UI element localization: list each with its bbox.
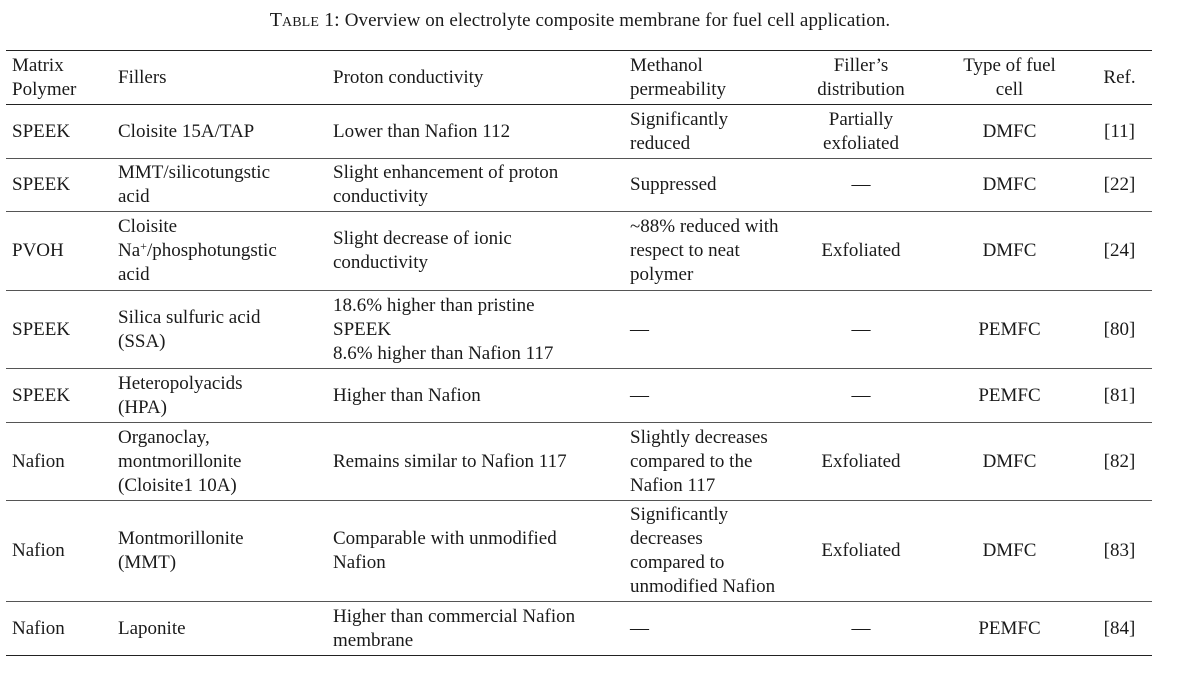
cell-conductivity: [327, 369, 624, 423]
cell-line: conductivity: [333, 186, 428, 207]
header-fillers: Fillers: [112, 51, 327, 105]
header-text: cell: [995, 78, 1024, 100]
cell-line: polymer: [630, 264, 694, 285]
header-fillers-distribution: [790, 51, 932, 105]
cell-text: Na: [118, 240, 141, 261]
cell-line: Significantly: [630, 108, 729, 130]
cell-line: compared to: [630, 552, 725, 573]
cell-matrix: Nafion: [6, 501, 112, 602]
cell-line: Laponite: [118, 617, 186, 639]
cell-conductivity: [327, 501, 624, 602]
cell-text: /phosphotungstic: [146, 240, 277, 261]
cell-methanol: [624, 423, 790, 501]
cell-fillers: [112, 105, 327, 159]
header-row: [6, 51, 1152, 105]
cell-ref: [81]: [1087, 369, 1152, 423]
cell-line: ~88% reduced with: [630, 216, 779, 237]
cell-line: —: [630, 318, 649, 340]
cell-line: reduced: [630, 132, 691, 154]
cell-line: Exfoliated: [821, 240, 901, 261]
cell-line: Heteropolyacids: [118, 372, 243, 394]
cell-line: compared to the: [630, 450, 753, 472]
cell-line: acid: [118, 264, 150, 285]
cell-conductivity: [327, 105, 624, 159]
cell-line: respect to neat: [630, 240, 740, 261]
cell-conductivity: [327, 212, 624, 291]
cell-line: 18.6% higher than pristine: [333, 294, 535, 316]
cell-conductivity: [327, 602, 624, 656]
cell-line: 8.6% higher than Nafion 117: [333, 342, 554, 364]
cell-line: Cloisite 15A/TAP: [118, 120, 255, 142]
cell-line: [118, 239, 321, 263]
cell-fuel-cell: DMFC: [932, 423, 1087, 501]
cell-fillers: [112, 291, 327, 369]
cell-matrix: Nafion: [6, 602, 112, 656]
cell-distribution: [790, 291, 932, 369]
cell-distribution: [790, 423, 932, 501]
cell-matrix: SPEEK: [6, 369, 112, 423]
cell-line: (SSA): [118, 330, 166, 352]
cell-matrix: SPEEK: [6, 159, 112, 212]
table-row: [6, 501, 1152, 602]
cell-line: Montmorillonite: [118, 528, 244, 549]
cell-line: Cloisite: [118, 216, 178, 237]
header-text: Type of fuel: [963, 54, 1056, 76]
cell-line: Organoclay,: [118, 426, 210, 448]
cell-methanol: [624, 369, 790, 423]
cell-fillers: [112, 212, 327, 291]
table-header: [6, 51, 1152, 105]
cell-distribution: [790, 501, 932, 602]
table-caption-label: Table 1:: [269, 9, 340, 31]
cell-matrix: SPEEK: [6, 105, 112, 159]
cell-ref: [11]: [1087, 105, 1152, 159]
header-fuel-cell-type: [932, 51, 1087, 105]
header-matrix-polymer: [6, 51, 112, 105]
header-text: Polymer: [12, 78, 77, 100]
cell-matrix: SPEEK: [6, 291, 112, 369]
cell-ref: [82]: [1087, 423, 1152, 501]
cell-distribution: [790, 159, 932, 212]
table-row: [6, 105, 1152, 159]
cell-line: Comparable with unmodified: [333, 528, 557, 549]
cell-ref: [22]: [1087, 159, 1152, 212]
cell-line: Exfoliated: [821, 540, 901, 561]
cell-line: exfoliated: [823, 132, 899, 154]
cell-ref: [83]: [1087, 501, 1152, 602]
cell-methanol: [624, 212, 790, 291]
cell-line: Higher than Nafion: [333, 384, 481, 406]
table-row: [6, 369, 1152, 423]
cell-fillers: [112, 602, 327, 656]
cell-ref: [84]: [1087, 602, 1152, 656]
cell-line: Significantly: [630, 504, 729, 525]
cell-distribution: [790, 369, 932, 423]
cell-conductivity: [327, 291, 624, 369]
header-text: distribution: [817, 78, 905, 100]
cell-fuel-cell: DMFC: [932, 159, 1087, 212]
cell-line: Slight decrease of ionic: [333, 228, 512, 249]
header-methanol-permeability: [624, 51, 790, 105]
cell-fuel-cell: DMFC: [932, 105, 1087, 159]
cell-line: Nafion: [333, 552, 386, 573]
cell-line: decreases: [630, 528, 703, 549]
cell-line: —: [851, 318, 871, 340]
table-row: [6, 423, 1152, 501]
cell-distribution: [790, 212, 932, 291]
cell-line: montmorillonite: [118, 450, 242, 472]
cell-methanol: [624, 105, 790, 159]
cell-line: Suppressed: [630, 174, 717, 195]
cell-fuel-cell: PEMFC: [932, 291, 1087, 369]
cell-distribution: [790, 602, 932, 656]
cell-line: —: [630, 617, 649, 639]
cell-conductivity: [327, 423, 624, 501]
table-row: [6, 291, 1152, 369]
header-ref: Ref.: [1087, 51, 1152, 105]
cell-fillers: [112, 501, 327, 602]
cell-line: Lower than Nafion 112: [333, 120, 511, 142]
cell-line: —: [851, 174, 871, 195]
cell-line: —: [851, 617, 871, 639]
cell-line: (MMT): [118, 552, 177, 573]
cell-fillers: [112, 159, 327, 212]
cell-line: (Cloisite1 10A): [118, 474, 237, 496]
cell-line: conductivity: [333, 252, 428, 273]
cell-line: membrane: [333, 629, 414, 651]
table-row: [6, 212, 1152, 291]
cell-ref: [80]: [1087, 291, 1152, 369]
cell-line: acid: [118, 186, 150, 207]
cell-line: Exfoliated: [821, 450, 901, 472]
cell-line: unmodified Nafion: [630, 576, 776, 597]
cell-fillers: [112, 369, 327, 423]
cell-conductivity: [327, 159, 624, 212]
cell-line: MMT/silicotungstic: [118, 162, 270, 183]
header-text: Filler’s: [833, 54, 889, 76]
cell-distribution: [790, 105, 932, 159]
cell-line: Silica sulfuric acid: [118, 306, 261, 328]
table-caption-text: Overview on electrolyte composite membrane for fuel cell application.: [344, 10, 891, 31]
superscript-charge: +: [140, 239, 147, 253]
cell-fillers: [112, 423, 327, 501]
table-caption: [0, 9, 1160, 32]
cell-methanol: [624, 501, 790, 602]
cell-fuel-cell: DMFC: [932, 212, 1087, 291]
table-row: [6, 159, 1152, 212]
cell-fuel-cell: DMFC: [932, 501, 1087, 602]
cell-fuel-cell: PEMFC: [932, 602, 1087, 656]
cell-line: Partially: [828, 108, 894, 130]
table-row: [6, 602, 1152, 656]
cell-methanol: [624, 602, 790, 656]
cell-line: Remains similar to Nafion 117: [333, 450, 567, 472]
cell-line: —: [851, 384, 871, 406]
header-proton-conductivity: Proton conductivity: [327, 51, 624, 105]
header-text: permeability: [630, 78, 727, 100]
cell-fuel-cell: PEMFC: [932, 369, 1087, 423]
cell-line: —: [630, 384, 649, 406]
cell-line: SPEEK: [333, 318, 392, 340]
cell-matrix: Nafion: [6, 423, 112, 501]
cell-line: (HPA): [118, 396, 167, 418]
header-text: Matrix: [12, 54, 64, 76]
cell-line: Nafion 117: [630, 474, 716, 496]
cell-methanol: [624, 291, 790, 369]
cell-methanol: [624, 159, 790, 212]
cell-ref: [24]: [1087, 212, 1152, 291]
table-body: [6, 105, 1152, 656]
cell-matrix: PVOH: [6, 212, 112, 291]
cell-line: Higher than commercial Nafion: [333, 605, 576, 627]
cell-line: Slightly decreases: [630, 426, 768, 448]
header-text: Methanol: [630, 54, 703, 76]
membrane-table: [6, 50, 1152, 656]
cell-line: Slight enhancement of proton: [333, 162, 559, 183]
